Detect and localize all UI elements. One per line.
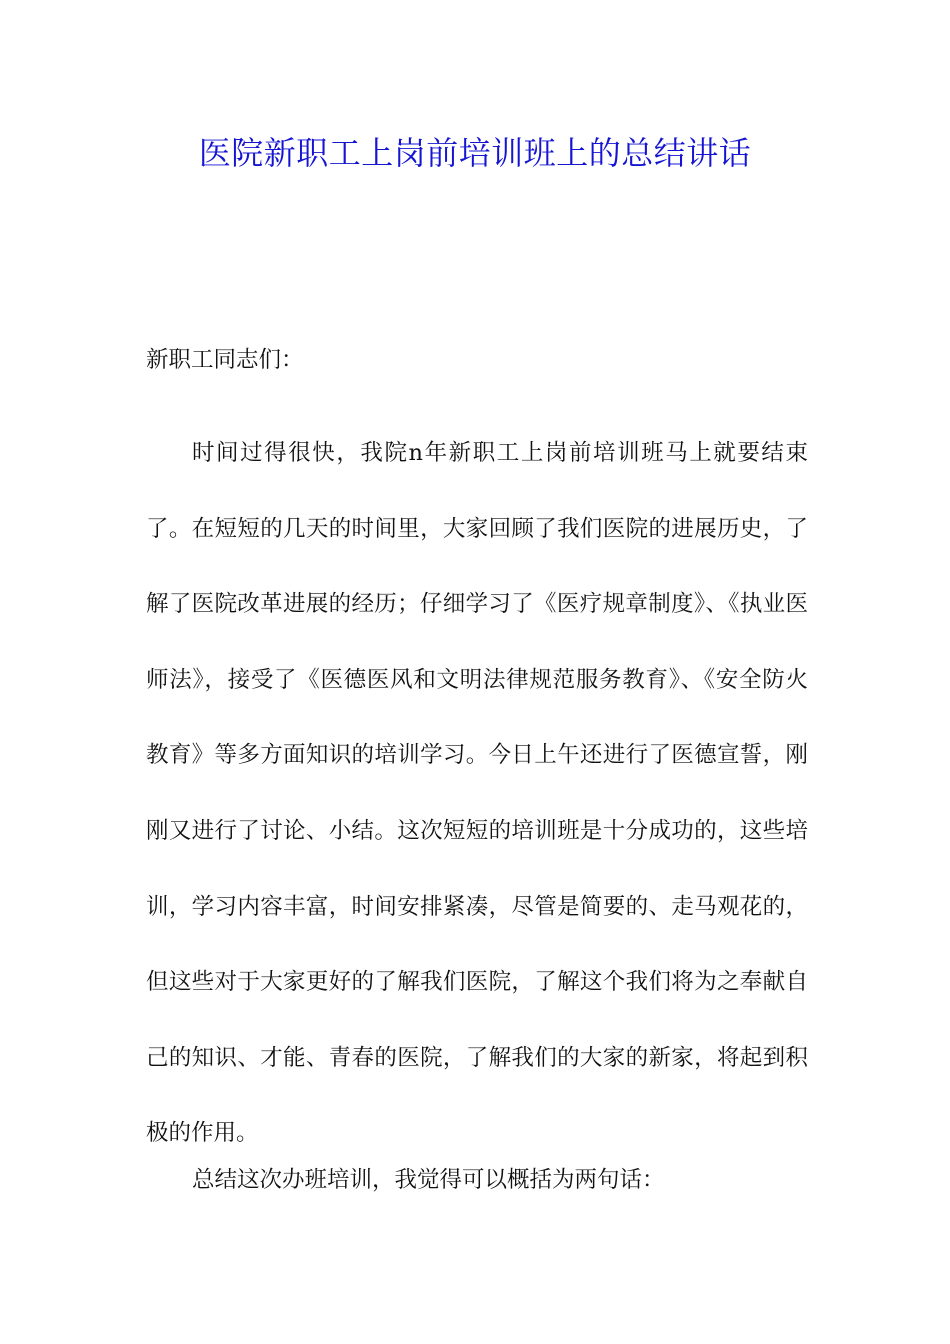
body-paragraph-1: 时间过得很快，我院n年新职工上岗前培训班马上就要结束了。在短短的几天的时间里，大家回顾了我们医院的进展历史，了解了医院改革进展的经历；仔细学习了《医疗规章制度》、《执业医师法》，接受了《医德医风和文明法律规范服务教育》、《安全防火教育》等多方面知识的培训学习。今日上午还进行了医德宣誓，刚刚又进行了讨论、小结。这次短短的培训班是十分成功的，这些培训，学习内容丰富，时间安排紧凑，尽管是简要的、走马观花的，但这些对于大家更好的了解我们医院，了解这个我们将为之奉献自己的知识、才能、青春的医院，了解我们的大家的新家，将起到积极的作用。: [146, 440, 808, 1147]
salutation: 新职工同志们：: [146, 347, 304, 373]
document-title: 医院新职工上岗前培训班上的总结讲话: [198, 134, 752, 172]
body-paragraph-2: 总结这次办班培训，我觉得可以概括为两句话：: [192, 1167, 665, 1193]
